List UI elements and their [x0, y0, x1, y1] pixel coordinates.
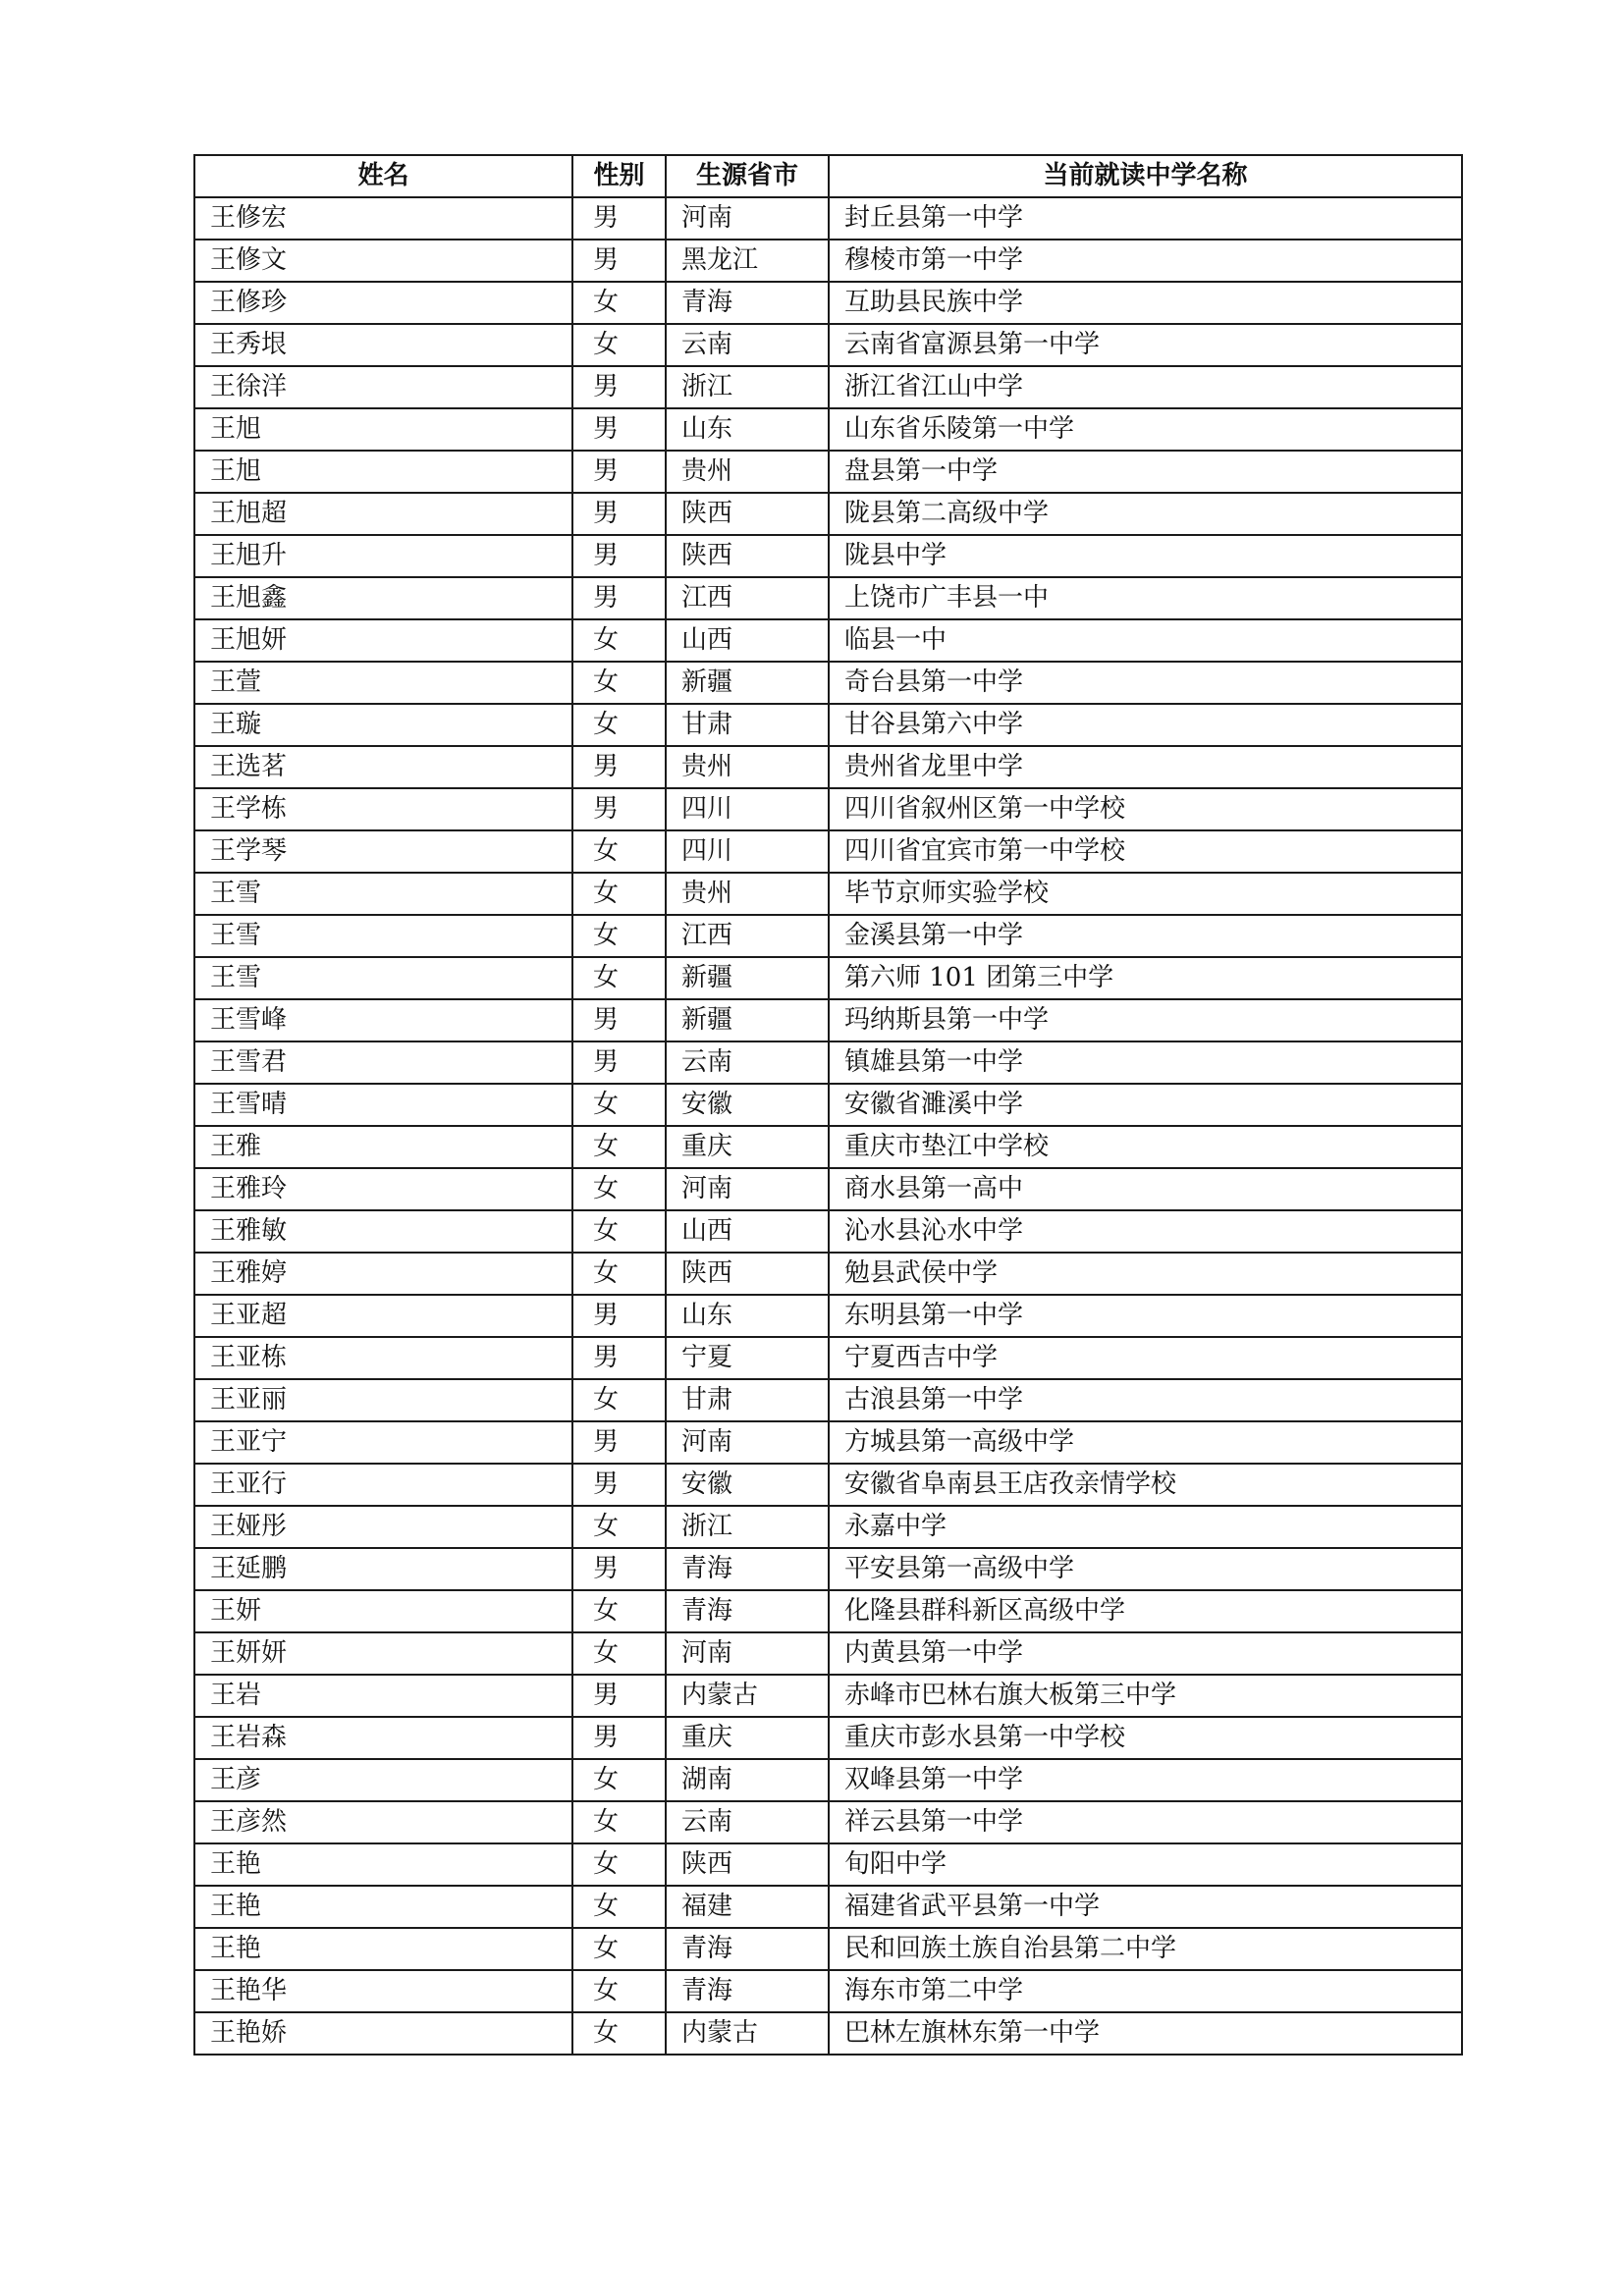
cell-province: 云南 [666, 1801, 829, 1843]
cell-name: 王旭 [194, 451, 572, 493]
cell-school: 临县一中 [829, 619, 1462, 662]
table-row [194, 1379, 1462, 1421]
cell-school: 镇雄县第一中学 [829, 1041, 1462, 1084]
cell-school: 陇县中学 [829, 535, 1462, 577]
table-row [194, 957, 1462, 999]
table-row [194, 1337, 1462, 1379]
table-row [194, 451, 1462, 493]
cell-province: 陕西 [666, 1843, 829, 1886]
table-row [194, 1210, 1462, 1253]
header-name: 姓名 [194, 155, 572, 197]
cell-province: 内蒙古 [666, 2012, 829, 2055]
cell-province: 陕西 [666, 1253, 829, 1295]
table-row [194, 240, 1462, 282]
cell-school: 海东市第二中学 [829, 1970, 1462, 2012]
cell-gender: 男 [572, 1041, 666, 1084]
cell-gender: 男 [572, 1464, 666, 1506]
header-gender: 性别 [572, 155, 666, 197]
header-school: 当前就读中学名称 [829, 155, 1462, 197]
cell-province: 甘肃 [666, 1379, 829, 1421]
table-row [194, 1675, 1462, 1717]
cell-gender: 女 [572, 704, 666, 746]
cell-gender: 男 [572, 493, 666, 535]
cell-name: 王雪 [194, 957, 572, 999]
cell-name: 王亚宁 [194, 1421, 572, 1464]
cell-name: 王彦 [194, 1759, 572, 1801]
cell-school: 甘谷县第六中学 [829, 704, 1462, 746]
cell-gender: 女 [572, 957, 666, 999]
table-row [194, 1886, 1462, 1928]
cell-name: 王延鹏 [194, 1548, 572, 1590]
table-row [194, 704, 1462, 746]
cell-gender: 女 [572, 1590, 666, 1632]
cell-name: 王萱 [194, 662, 572, 704]
cell-province: 云南 [666, 324, 829, 366]
cell-school: 贵州省龙里中学 [829, 746, 1462, 788]
table-row [194, 873, 1462, 915]
cell-gender: 女 [572, 1379, 666, 1421]
table-row [194, 999, 1462, 1041]
cell-name: 王彦然 [194, 1801, 572, 1843]
cell-name: 王艳 [194, 1928, 572, 1970]
cell-province: 重庆 [666, 1717, 829, 1759]
cell-school: 上饶市广丰县一中 [829, 577, 1462, 619]
cell-province: 青海 [666, 1970, 829, 2012]
cell-school: 穆棱市第一中学 [829, 240, 1462, 282]
cell-name: 王旭升 [194, 535, 572, 577]
header-province: 生源省市 [666, 155, 829, 197]
cell-school: 东明县第一中学 [829, 1295, 1462, 1337]
table-row [194, 1168, 1462, 1210]
table-row [194, 1970, 1462, 2012]
cell-province: 河南 [666, 197, 829, 240]
cell-province: 福建 [666, 1886, 829, 1928]
table-row [194, 788, 1462, 830]
table-row [194, 282, 1462, 324]
cell-name: 王修宏 [194, 197, 572, 240]
cell-name: 王娅彤 [194, 1506, 572, 1548]
table-row [194, 662, 1462, 704]
cell-gender: 女 [572, 1801, 666, 1843]
cell-name: 王妍 [194, 1590, 572, 1632]
table-row [194, 1464, 1462, 1506]
cell-name: 王雪君 [194, 1041, 572, 1084]
cell-school: 民和回族土族自治县第二中学 [829, 1928, 1462, 1970]
cell-gender: 男 [572, 1548, 666, 1590]
cell-province: 贵州 [666, 873, 829, 915]
cell-province: 山西 [666, 619, 829, 662]
cell-gender: 女 [572, 662, 666, 704]
cell-school: 浙江省江山中学 [829, 366, 1462, 408]
cell-school: 四川省宜宾市第一中学校 [829, 830, 1462, 873]
cell-province: 新疆 [666, 662, 829, 704]
table-row [194, 324, 1462, 366]
cell-name: 王岩 [194, 1675, 572, 1717]
cell-name: 王雅玲 [194, 1168, 572, 1210]
cell-province: 青海 [666, 1590, 829, 1632]
cell-name: 王雪峰 [194, 999, 572, 1041]
cell-province: 山东 [666, 1295, 829, 1337]
cell-school: 沁水县沁水中学 [829, 1210, 1462, 1253]
cell-gender: 女 [572, 1759, 666, 1801]
cell-school: 互助县民族中学 [829, 282, 1462, 324]
cell-province: 山东 [666, 408, 829, 451]
cell-gender: 男 [572, 197, 666, 240]
cell-school: 化隆县群科新区高级中学 [829, 1590, 1462, 1632]
cell-gender: 女 [572, 619, 666, 662]
cell-school: 商水县第一高中 [829, 1168, 1462, 1210]
cell-gender: 男 [572, 535, 666, 577]
cell-province: 浙江 [666, 366, 829, 408]
cell-province: 青海 [666, 1548, 829, 1590]
cell-gender: 男 [572, 999, 666, 1041]
cell-gender: 女 [572, 1126, 666, 1168]
cell-name: 王亚栋 [194, 1337, 572, 1379]
cell-province: 四川 [666, 788, 829, 830]
cell-province: 贵州 [666, 451, 829, 493]
table-row [194, 1928, 1462, 1970]
cell-school: 重庆市彭水县第一中学校 [829, 1717, 1462, 1759]
cell-school: 平安县第一高级中学 [829, 1548, 1462, 1590]
cell-gender: 女 [572, 830, 666, 873]
table-row [194, 1801, 1462, 1843]
table-row [194, 1126, 1462, 1168]
cell-gender: 女 [572, 915, 666, 957]
cell-gender: 男 [572, 1295, 666, 1337]
cell-school: 四川省叙州区第一中学校 [829, 788, 1462, 830]
cell-school: 祥云县第一中学 [829, 1801, 1462, 1843]
cell-gender: 男 [572, 366, 666, 408]
cell-gender: 男 [572, 577, 666, 619]
cell-school: 云南省富源县第一中学 [829, 324, 1462, 366]
cell-school: 永嘉中学 [829, 1506, 1462, 1548]
table-row [194, 493, 1462, 535]
cell-name: 王旭超 [194, 493, 572, 535]
table-row [194, 746, 1462, 788]
cell-name: 王妍妍 [194, 1632, 572, 1675]
cell-name: 王亚行 [194, 1464, 572, 1506]
cell-gender: 女 [572, 873, 666, 915]
table-row [194, 619, 1462, 662]
cell-province: 新疆 [666, 957, 829, 999]
cell-gender: 女 [572, 1970, 666, 2012]
cell-name: 王雅敏 [194, 1210, 572, 1253]
cell-province: 黑龙江 [666, 240, 829, 282]
cell-gender: 男 [572, 746, 666, 788]
cell-gender: 女 [572, 1210, 666, 1253]
table-row [194, 1632, 1462, 1675]
cell-gender: 女 [572, 324, 666, 366]
table-row [194, 830, 1462, 873]
cell-province: 四川 [666, 830, 829, 873]
cell-gender: 女 [572, 1506, 666, 1548]
table-row [194, 1843, 1462, 1886]
cell-gender: 男 [572, 240, 666, 282]
cell-province: 青海 [666, 1928, 829, 1970]
cell-school: 赤峰市巴林右旗大板第三中学 [829, 1675, 1462, 1717]
table-row [194, 1041, 1462, 1084]
cell-name: 王艳娇 [194, 2012, 572, 2055]
cell-gender: 男 [572, 1675, 666, 1717]
cell-name: 王艳 [194, 1886, 572, 1928]
table-row [194, 2012, 1462, 2055]
cell-name: 王雪 [194, 915, 572, 957]
cell-name: 王雪晴 [194, 1084, 572, 1126]
cell-school: 奇台县第一中学 [829, 662, 1462, 704]
table-row [194, 1295, 1462, 1337]
cell-name: 王艳 [194, 1843, 572, 1886]
cell-school: 旬阳中学 [829, 1843, 1462, 1886]
table-row [194, 1759, 1462, 1801]
cell-province: 河南 [666, 1632, 829, 1675]
cell-province: 宁夏 [666, 1337, 829, 1379]
table-row [194, 366, 1462, 408]
cell-gender: 男 [572, 1337, 666, 1379]
cell-name: 王亚丽 [194, 1379, 572, 1421]
cell-name: 王艳华 [194, 1970, 572, 2012]
cell-school: 安徽省濉溪中学 [829, 1084, 1462, 1126]
cell-gender: 男 [572, 408, 666, 451]
cell-gender: 男 [572, 788, 666, 830]
cell-name: 王秀垠 [194, 324, 572, 366]
cell-school: 陇县第二高级中学 [829, 493, 1462, 535]
table-row [194, 197, 1462, 240]
cell-name: 王岩森 [194, 1717, 572, 1759]
table-row [194, 1590, 1462, 1632]
cell-school: 重庆市垫江中学校 [829, 1126, 1462, 1168]
cell-province: 甘肃 [666, 704, 829, 746]
cell-gender: 女 [572, 1253, 666, 1295]
table-row [194, 408, 1462, 451]
cell-gender: 男 [572, 451, 666, 493]
student-roster-table [193, 154, 1463, 2056]
cell-school: 勉县武侯中学 [829, 1253, 1462, 1295]
cell-school: 毕节京师实验学校 [829, 873, 1462, 915]
cell-school: 第六师 101 团第三中学 [829, 957, 1462, 999]
cell-province: 江西 [666, 577, 829, 619]
cell-school: 巴林左旗林东第一中学 [829, 2012, 1462, 2055]
cell-school: 盘县第一中学 [829, 451, 1462, 493]
table-body [194, 197, 1462, 2055]
cell-gender: 女 [572, 282, 666, 324]
cell-school: 双峰县第一中学 [829, 1759, 1462, 1801]
cell-school: 封丘县第一中学 [829, 197, 1462, 240]
table-row [194, 577, 1462, 619]
cell-gender: 女 [572, 1168, 666, 1210]
cell-gender: 女 [572, 1084, 666, 1126]
cell-province: 山西 [666, 1210, 829, 1253]
cell-name: 王亚超 [194, 1295, 572, 1337]
cell-school: 玛纳斯县第一中学 [829, 999, 1462, 1041]
cell-province: 浙江 [666, 1506, 829, 1548]
cell-province: 贵州 [666, 746, 829, 788]
cell-name: 王学栋 [194, 788, 572, 830]
cell-name: 王徐洋 [194, 366, 572, 408]
cell-province: 青海 [666, 282, 829, 324]
cell-name: 王雪 [194, 873, 572, 915]
cell-gender: 男 [572, 1421, 666, 1464]
document-sheet [193, 154, 1461, 2056]
cell-province: 内蒙古 [666, 1675, 829, 1717]
cell-gender: 女 [572, 1632, 666, 1675]
cell-province: 江西 [666, 915, 829, 957]
cell-name: 王学琴 [194, 830, 572, 873]
table-row [194, 1084, 1462, 1126]
cell-school: 内黄县第一中学 [829, 1632, 1462, 1675]
cell-province: 河南 [666, 1168, 829, 1210]
table-row [194, 1506, 1462, 1548]
cell-gender: 女 [572, 1843, 666, 1886]
cell-name: 王修文 [194, 240, 572, 282]
cell-name: 王旭 [194, 408, 572, 451]
cell-province: 陕西 [666, 535, 829, 577]
cell-province: 新疆 [666, 999, 829, 1041]
table-row [194, 1548, 1462, 1590]
cell-gender: 女 [572, 1928, 666, 1970]
cell-province: 湖南 [666, 1759, 829, 1801]
cell-name: 王旭鑫 [194, 577, 572, 619]
cell-gender: 女 [572, 2012, 666, 2055]
table-row [194, 1717, 1462, 1759]
cell-school: 安徽省阜南县王店孜亲情学校 [829, 1464, 1462, 1506]
cell-school: 金溪县第一中学 [829, 915, 1462, 957]
cell-province: 陕西 [666, 493, 829, 535]
cell-name: 王选茗 [194, 746, 572, 788]
cell-school: 方城县第一高级中学 [829, 1421, 1462, 1464]
cell-name: 王璇 [194, 704, 572, 746]
table-header-row [194, 155, 1462, 197]
table-row [194, 915, 1462, 957]
table-row [194, 1421, 1462, 1464]
cell-name: 王旭妍 [194, 619, 572, 662]
cell-province: 云南 [666, 1041, 829, 1084]
table-row [194, 1253, 1462, 1295]
cell-school: 山东省乐陵第一中学 [829, 408, 1462, 451]
cell-school: 宁夏西吉中学 [829, 1337, 1462, 1379]
cell-province: 河南 [666, 1421, 829, 1464]
cell-province: 重庆 [666, 1126, 829, 1168]
cell-school: 古浪县第一中学 [829, 1379, 1462, 1421]
cell-school: 福建省武平县第一中学 [829, 1886, 1462, 1928]
cell-province: 安徽 [666, 1464, 829, 1506]
cell-gender: 女 [572, 1886, 666, 1928]
cell-province: 安徽 [666, 1084, 829, 1126]
cell-gender: 男 [572, 1717, 666, 1759]
cell-name: 王雅婷 [194, 1253, 572, 1295]
cell-name: 王雅 [194, 1126, 572, 1168]
cell-name: 王修珍 [194, 282, 572, 324]
table-row [194, 535, 1462, 577]
